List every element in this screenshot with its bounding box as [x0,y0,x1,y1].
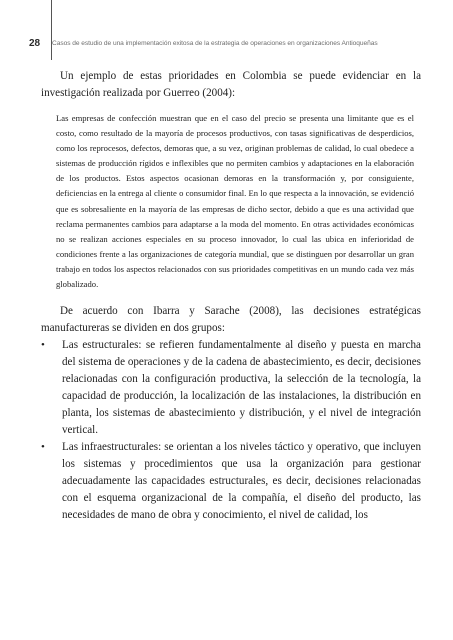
list-item-structural [41,337,421,439]
running-header [29,36,378,50]
bullet-icon: • [41,441,45,454]
running-header-title: Casos de estudio de una implementación exitosa de la estrategia de operaciones en organizaciones Antioqueñas [52,39,378,47]
second-paragraph: De acuerdo con Ibarra y Sarache (2008), las decisiones estratégicas manufactureras se dividen en dos grupos: [41,305,421,335]
bullet-icon: • [41,339,45,352]
list-item-text: Las infraestructurales: se orientan a los niveles táctico y operativo, que incluyen los sistemas y procedimientos que usa la organización para gestionar adecuadamente las capacidades estructurales, es decir, decisiones relacionadas con el esquema organizacional de la compañía, el diseño del producto, las necesidades de mano de obra y conocimiento, el nivel de calidad, los [62,441,421,522]
decisions-list [41,337,421,524]
block-quote: Las empresas de confección muestran que en el caso del precio se presenta una limitante que es el costo, como resultado de la mayoría de procesos productivos, con tasas significativas de desperdicios, como los reprocesos, defectos, demoras que, a su vez, originan problemas de calidad, lo cual obedece a sistemas de producción rígidos e inflexibles que no permiten cambios y adaptaciones en la elaboración de los productos. Estos aspectos ocasionan demoras en la transformación y, por consiguiente, deficiencias en la entrega al cliente o consumidor final. En lo que respecta a la innovación, se evidenció que es sobresaliente en la mayoría de las empresas de dicho sector, debido a que es una actividad que reclama permanentes cambios para adaptarse a la moda del momento. En otras actividades económicas no se realizan acciones especiales en su proceso innovador, lo cual las ubica en inferioridad de condiciones frente a las organizaciones de categoría mundial, que se distinguen por desarrollar un gran trabajo en todos los aspectos relacionados con sus prioridades competitivas en un mundo cada vez más globalizado. [56,113,414,290]
page-body [41,68,421,524]
intro-paragraph: Un ejemplo de estas prioridades en Colombia se puede evidenciar en la investigación realizada por Guerreo (2004): [41,70,421,99]
header-divider-line [51,0,52,60]
page-number: 28 [29,37,41,49]
list-item-infrastructural [41,439,421,524]
list-item-text: Las estructurales: se refieren fundamentalmente al diseño y puesta en marcha del sistema de operaciones y de la cadena de abastecimiento, es decir, decisiones relacionadas con la configuración productiva, la selección de la tecnología, la capacidad de producción, la localización de las instalaciones, la distribución en planta, los sistemas de abastecimiento y distribución, y el nivel de integración vertical. [62,339,421,437]
